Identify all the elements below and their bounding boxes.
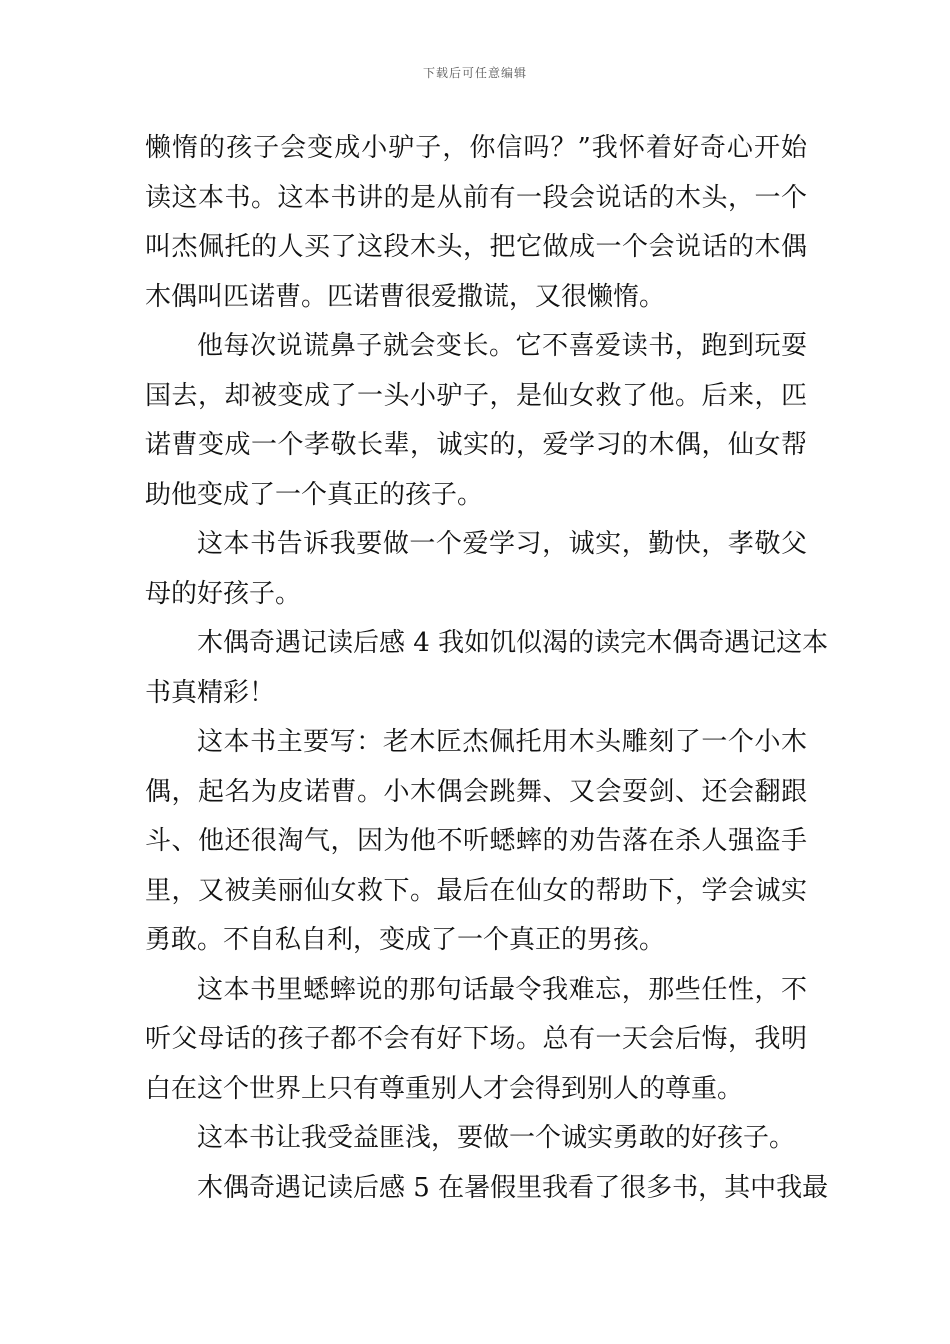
text-line: 木偶叫匹诺曹。匹诺曹很爱撒谎，又很懒惰。 — [145, 281, 666, 312]
text-line: 母的好孩子。 — [145, 578, 302, 609]
text-line: 木偶奇遇记读后感 4 我如饥似渴的读完木偶奇遇记这本 — [197, 628, 829, 658]
text-line: 书真精彩！ — [145, 677, 276, 708]
text-line: 白在这个世界上只有尊重别人才会得到别人的尊重。 — [145, 1073, 744, 1104]
text-line: 勇敢。不自私自利，变成了一个真正的男孩。 — [145, 925, 666, 955]
text-line: 诺曹变成一个孝敬长辈，诚实的，爱学习的木偶，仙女帮 — [145, 430, 807, 460]
text-line: 里，又被美丽仙女救下。最后在仙女的帮助下，学会诚实 — [145, 875, 807, 906]
text-line: 国去，却被变成了一头小驴子，是仙女救了他。后来，匹 — [145, 380, 807, 411]
text-line: 助他变成了一个真正的孩子。 — [145, 479, 484, 510]
text-line: 他每次说谎鼻子就会变长。它不喜爱读书，跑到玩耍 — [197, 331, 807, 361]
text-line: 听父母话的孩子都不会有好下场。总有一天会后悔，我明 — [145, 1024, 807, 1054]
text-line: 偶，起名为皮诺曹。小木偶会跳舞、又会耍剑、还会翻跟 — [145, 776, 807, 807]
text-line: 这本书告诉我要做一个爱学习，诚实，勤快，孝敬父 — [197, 529, 807, 559]
text-line: 读这本书。这本书讲的是从前有一段会说话的木头，一个 — [145, 182, 807, 213]
page-header: 下载后可任意编辑 — [422, 66, 527, 80]
text-line: 叫杰佩托的人买了这段木头，把它做成一个会说话的木偶 — [145, 232, 807, 262]
text-line: 木偶奇遇记读后感 5 在暑假里我看了很多书，其中我最 — [197, 1172, 829, 1203]
text-line: 这本书主要写：老木匠杰佩托用木头雕刻了一个小木 — [197, 727, 807, 757]
text-line: 这本书里蟋蟀说的那句话最令我难忘，那些任性，不 — [197, 974, 807, 1005]
text-line: 懒惰的孩子会变成小驴子，你信吗？”我怀着好奇心开始 — [145, 133, 807, 163]
text-line: 这本书让我受益匪浅，要做一个诚实勇敢的好孩子。 — [197, 1123, 796, 1153]
text-line: 斗、他还很淘气，因为他不听蟋蟀的劝告落在杀人强盗手 — [145, 826, 807, 856]
document-body — [145, 124, 829, 1213]
